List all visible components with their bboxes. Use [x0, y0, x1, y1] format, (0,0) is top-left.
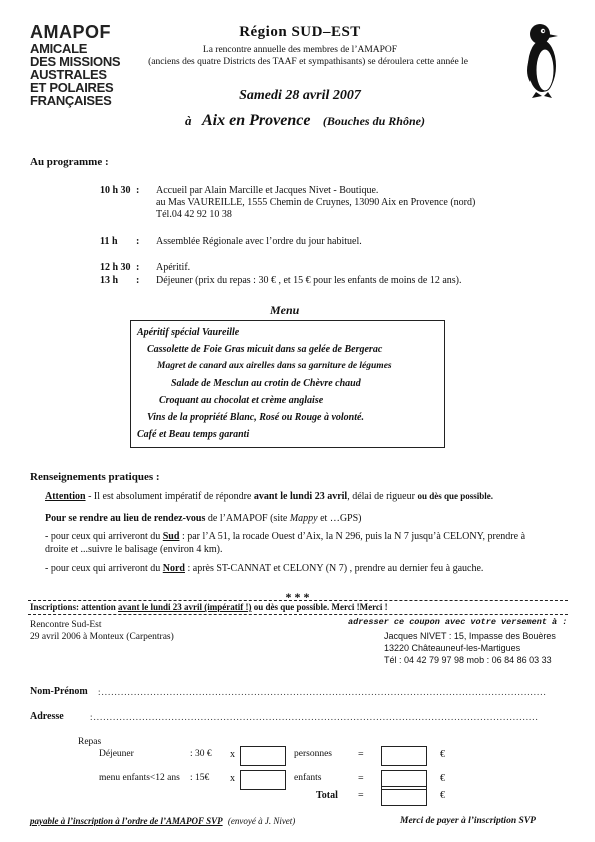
route-text: : après ST-CANNAT et CELONY (N 7) , prendre au dernier feu à gauche.	[184, 563, 484, 574]
total-box[interactable]	[381, 786, 427, 806]
program-item: 10 h 30 : Accueil par Alain Marcille et Jacques Nivet - Boutique. au Mas VAUREILLE, 1555 Chemin de Cruynes, 13090 Aix en Provence (nord) Tél.04 42 92 10 38	[100, 185, 146, 197]
menu-item: Croquant au chocolat et crème anglaise	[159, 395, 324, 406]
program-time: 10 h 30	[100, 185, 131, 196]
program-time: 11 h	[100, 236, 118, 247]
address-field[interactable]: :.........................................................................................................................................	[90, 712, 539, 722]
coupon-event	[30, 619, 174, 643]
menu-item: Vins de la propriété Blanc, Rosé ou Rouge à volonté.	[147, 412, 364, 423]
euro-sign: €	[440, 749, 445, 760]
route-text: : par l’A 51, la rocade Ouest d’Aix, la N 296, puis la N 7 jusqu’à CELONY, prendre à	[179, 531, 526, 542]
route-direction: Nord	[162, 563, 185, 574]
event-date: Samedi 28 avril 2007	[239, 88, 361, 103]
meal-heading: Repas	[78, 737, 102, 747]
name-label: Nom-Prénom	[30, 686, 88, 697]
times-sign: x	[230, 749, 235, 760]
inscription-notice	[30, 602, 388, 612]
route-text: droite et ...suivre le balisage (environ 4 km).	[45, 544, 223, 555]
logo-name: AMAPOF	[30, 22, 111, 42]
menu-item: Café et Beau temps garanti	[137, 429, 250, 440]
route-south	[45, 530, 565, 556]
route-site: Mappy	[289, 513, 318, 524]
payable-note	[30, 816, 295, 826]
notice-deadline: avant le lundi 23 avril (impératif !)	[118, 602, 252, 612]
amount-box[interactable]	[381, 746, 427, 766]
menu-box	[130, 320, 445, 448]
logo-line: AMICALE	[30, 41, 88, 56]
route-text: et …GPS)	[317, 513, 362, 524]
payable-text: payable à l’inscription à l’ordre de l’AMAPOF SVP	[30, 816, 223, 826]
meal-price: : 15€	[190, 773, 210, 783]
page-title: Région SUD–EST	[239, 24, 361, 40]
route-direction: Sud	[162, 531, 180, 542]
coupon-address-heading: adresser ce coupon avec votre versement à :	[348, 617, 568, 627]
address-line: Tél : 04 42 79 97 98 mob : 06 84 86 03 33	[384, 655, 552, 665]
route-text: de l’AMAPOF (site	[205, 513, 290, 524]
menu-item: Cassolette de Foie Gras micuit dans sa gelée de Bergerac	[147, 344, 383, 355]
meal-unit: personnes	[294, 749, 332, 759]
meal-label: Déjeuner	[99, 749, 134, 759]
program-time: 12 h 30	[100, 262, 131, 273]
program-text: Apéritif.	[156, 262, 191, 273]
menu-title: Menu	[270, 303, 300, 317]
program-item: 11 h : Assemblée Régionale avec l’ordre du jour habituel.	[100, 236, 146, 248]
program-item: 12 h 30 : Apéritif.	[100, 262, 146, 274]
total-label: Total	[316, 790, 338, 801]
meal-row	[0, 746, 595, 768]
times-sign: x	[230, 773, 235, 784]
payable-sender: (envoyé à J. Nivet)	[227, 816, 296, 826]
event-place	[185, 112, 425, 130]
place-detail: (Bouches du Rhône)	[322, 114, 425, 128]
route-text: - pour ceux qui arriveront du	[45, 563, 163, 574]
coupon-event-name: Rencontre Sud-Est	[30, 620, 102, 630]
menu-item: Magret de canard aux airelles dans sa garniture de légumes	[157, 361, 392, 371]
address-line: Jacques NIVET : 15, Impasse des Bouères	[384, 631, 556, 641]
equals-sign: =	[358, 790, 364, 801]
notice-text: ou dès que possible. Merci !Merci !	[251, 602, 388, 612]
notice-text: Inscriptions: attention	[30, 602, 119, 612]
info-heading: Renseignements pratiques :	[30, 471, 160, 483]
coupon-address	[384, 630, 556, 666]
place-name: Aix en Provence	[202, 112, 311, 129]
euro-sign: €	[440, 773, 445, 784]
separator-stars: * * *	[285, 590, 310, 604]
meal-label: menu enfants<12 ans	[99, 773, 180, 783]
menu-item: Apéritif spécial Vaureille	[137, 327, 240, 338]
logo-line: ET POLAIRES	[30, 80, 114, 95]
attention-text: - Il est absolument impératif de répondre	[85, 491, 254, 502]
total-row	[0, 786, 595, 808]
attention-note	[45, 490, 565, 503]
attention-text: , délai de rigueur	[347, 491, 418, 502]
attention-label: Attention	[45, 491, 86, 502]
intro-line: La rencontre annuelle des membres de l’AMAPOF	[202, 45, 398, 55]
meal-unit: enfants	[294, 773, 322, 783]
meal-price: : 30 €	[190, 749, 212, 759]
address-line: 13220 Châteauneuf-les-Martigues	[384, 643, 521, 653]
logo-line: AUSTRALES	[30, 67, 107, 82]
program-text: Accueil par Alain Marcille et Jacques Nivet - Boutique.	[156, 185, 379, 196]
logo-line: DES MISSIONS	[30, 54, 121, 69]
euro-sign: €	[440, 790, 445, 801]
name-field[interactable]: :.........................................................................................................................................	[98, 687, 547, 697]
program-text: Déjeuner (prix du repas : 30 € , et 15 € pour les enfants de moins de 12 ans).	[156, 275, 462, 286]
attention-deadline: avant le lundi 23 avril	[253, 491, 348, 502]
thanks-note: Merci de payer à l’inscription SVP	[400, 816, 536, 826]
menu-item: Salade de Mesclun au crotin de Chèvre chaud	[171, 378, 361, 389]
route-text: - pour ceux qui arriveront du	[45, 531, 163, 542]
program-text: Tél.04 42 92 10 38	[156, 209, 232, 220]
route-title: Pour se rendre au lieu de rendez-vous	[45, 513, 206, 524]
route-north	[45, 562, 565, 575]
program-text: au Mas VAUREILLE, 1555 Chemin de Cruynes, 13090 Aix en Provence (nord)	[156, 197, 476, 208]
amapof-logo	[30, 22, 150, 107]
attention-text: ou dès que possible.	[417, 491, 493, 501]
logo-line: FRANÇAISES	[30, 93, 112, 108]
route-heading	[45, 512, 565, 525]
program-time: 13 h	[100, 275, 119, 286]
coupon-event-date: 29 avril 2006 à Monteux (Carpentras)	[30, 632, 174, 642]
cut-line	[28, 614, 568, 615]
program-item: 13 h : Déjeuner (prix du repas : 30 € , et 15 € pour les enfants de moins de 12 ans).	[100, 275, 146, 287]
program-heading: Au programme :	[30, 156, 109, 168]
equals-sign: =	[358, 773, 364, 784]
place-prefix: à	[185, 113, 192, 128]
equals-sign: =	[358, 749, 364, 760]
intro-line: (anciens des quatre Districts des TAAF et sympathisants) se déroulera cette année le	[148, 57, 468, 67]
cut-line	[28, 600, 568, 601]
program-text: Assemblée Régionale avec l’ordre du jour habituel.	[156, 236, 362, 247]
penguin-icon	[522, 20, 562, 100]
address-label: Adresse	[30, 711, 64, 722]
quantity-box[interactable]	[240, 746, 286, 766]
